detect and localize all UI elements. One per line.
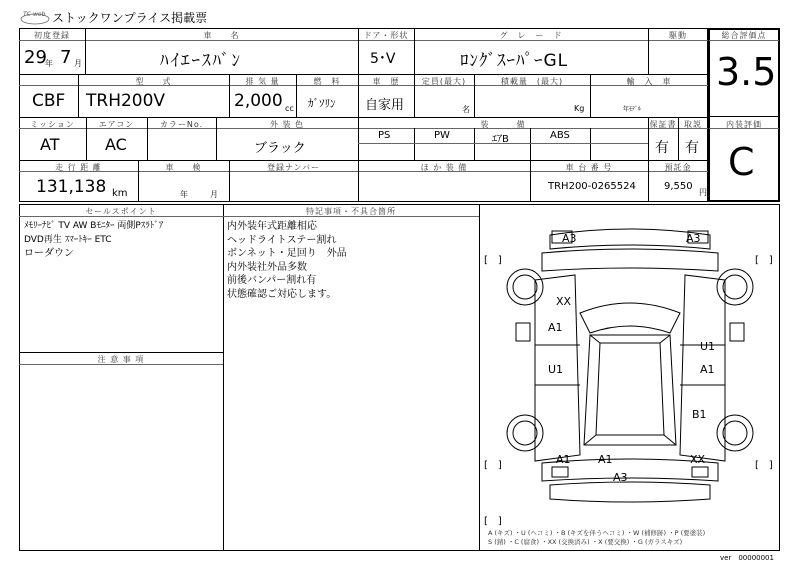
damage-mark: XX — [690, 453, 706, 466]
label-color-no: カラーNo. — [159, 120, 204, 129]
damage-mark: B1 — [692, 408, 707, 421]
inspection-month-unit: 月 — [210, 190, 218, 199]
special-note-line: 内外装年式距離相応 — [227, 221, 317, 232]
label-manual: 取説 — [684, 120, 702, 129]
sales-point-line: ローダウン — [24, 248, 74, 259]
model-code: TRH200V — [86, 91, 166, 111]
label-fuel: 燃 料 — [313, 77, 341, 86]
history: 自家用 — [365, 98, 405, 113]
deposit-unit: 円 — [699, 188, 707, 197]
displacement-unit: cc — [285, 104, 294, 113]
legend-line: A (キズ) ・U (ヘコミ) ・B (キズを伴うヘコミ) ・W (補修跡) ・P (要塗装) — [488, 529, 706, 537]
label-aircon: エアコン — [98, 120, 135, 129]
total-score: 3.5 — [716, 50, 777, 94]
door-form: 5･V — [370, 51, 396, 67]
sales-points-list — [24, 220, 220, 261]
damage-mark: U1 — [700, 340, 716, 353]
damage-mark: A1 — [700, 363, 715, 376]
damage-mark: A3 — [686, 232, 701, 245]
sales-point-line: ﾒﾓﾘｰﾅﾋﾞ TV AW Bﾓﾆﾀｰ 両側Pｽﾗﾄﾞｱ — [24, 221, 164, 231]
label-drive: 駆動 — [669, 31, 687, 40]
equip-ps: PS — [378, 130, 391, 141]
legend-line: S (錆) ・C (腐食) ・XX (交換済み) ・X (要交換) ・G (ガラスキズ) — [488, 538, 683, 546]
chassis-no: TRH200-0265524 — [548, 181, 636, 192]
label-inspection: 車 検 — [165, 163, 202, 172]
special-notes-list — [227, 220, 477, 301]
version-label: ver 00000001 — [720, 554, 774, 562]
damage-mark: A3 — [613, 471, 628, 484]
equip-airbag: ｴｱB — [492, 134, 509, 145]
label-equipment: 装 備 — [480, 120, 526, 129]
label-total-score: 総合評価点 — [721, 31, 767, 40]
damage-mark: A3 — [562, 232, 577, 245]
equip-abs: ABS — [550, 130, 570, 141]
label-other-equipment: ほ か 装 備 — [420, 163, 468, 172]
special-note-line: 内外装社外品多数 — [227, 261, 307, 273]
mission: AT — [40, 135, 60, 154]
diagram-bracket: [ ] — [755, 460, 773, 471]
label-plate: 登録ナンバー — [266, 163, 321, 172]
reg-month: 7 — [60, 47, 72, 68]
label-first-reg: 初度登録 — [34, 31, 70, 40]
damage-mark: XX — [556, 295, 572, 308]
label-mission: ミッション — [30, 120, 75, 129]
label-door-form: ドア・形状 — [363, 31, 409, 40]
special-note-line: 状態確認ご対応します。 — [227, 288, 337, 300]
label-load: 積載量 (最大) — [500, 77, 564, 86]
label-model: 型 式 — [135, 77, 172, 86]
sheet-title: ストックワンプライス掲載票 — [52, 11, 208, 25]
model-prefix: CBF — [32, 91, 66, 111]
label-history: 車 歴 — [372, 77, 400, 86]
label-car-name: 車 名 — [203, 31, 240, 40]
inspection-year-unit: 年 — [180, 190, 188, 199]
label-special-notes: 特記事項・不具合箇所 — [306, 207, 396, 216]
reg-year-unit: 年 — [45, 59, 53, 68]
logo-text: TC-web — [23, 11, 46, 18]
manual-value: 有 — [685, 140, 699, 156]
damage-legend — [488, 529, 705, 547]
aircon: AC — [105, 135, 127, 154]
label-chassis-no: 車 台 番 号 — [565, 163, 613, 172]
fuel: ｶﾞｿﾘﾝ — [308, 97, 336, 110]
car-name: ﾊｲｴｰｽﾊﾞﾝ — [160, 51, 242, 71]
diagram-bracket: [ ] — [484, 460, 502, 471]
import-unit: 年ﾓﾃﾞﾙ — [623, 106, 642, 113]
diagram-bracket: [ ] — [484, 516, 502, 527]
mileage: 131,138 — [36, 177, 107, 197]
label-mileage: 走 行 距 離 — [55, 163, 102, 172]
label-import: 輸 入 車 — [626, 77, 672, 86]
sales-point-line: DVD再生 ｽﾏｰﾄｷｰ ETC — [24, 234, 112, 245]
damage-mark: U1 — [548, 363, 564, 376]
reg-month-unit: 月 — [74, 59, 82, 68]
diagram-bracket: [ ] — [755, 255, 773, 266]
label-grade: グ レ ー ド — [499, 31, 563, 40]
special-note-line: ヘッドライトステー割れ — [227, 234, 337, 246]
diagram-bracket: [ ] — [484, 255, 502, 266]
label-deposit: 預託金 — [664, 163, 692, 172]
label-displacement: 排 気 量 — [245, 77, 280, 86]
vehicle-damage-diagram — [480, 205, 779, 525]
equip-pw: PW — [434, 130, 450, 141]
capacity-unit: 名 — [462, 105, 470, 114]
special-note-line: 前後バンパー割れ有 — [227, 275, 317, 286]
label-capacity: 定員(最大) — [421, 77, 467, 86]
deposit: 9,550 — [664, 181, 693, 192]
damage-mark: A1 — [556, 453, 571, 466]
damage-mark: A1 — [548, 321, 563, 334]
grade: ﾛﾝｸﾞｽｰﾊﾟｰGL — [460, 51, 569, 71]
special-note-line: ボンネット・足回り 外品 — [227, 248, 347, 259]
label-exterior-color: 外 装 色 — [269, 120, 305, 129]
warranty-value: 有 — [655, 140, 669, 156]
damage-mark: A1 — [598, 453, 613, 466]
label-caution: 注 意 事 項 — [97, 355, 145, 364]
label-warranty: 保証書 — [649, 120, 677, 129]
label-interior-score: 内装評価 — [726, 120, 762, 129]
label-sales-points: セールスポイント — [85, 207, 157, 216]
tc-web-logo — [20, 10, 50, 22]
mileage-unit: km — [112, 188, 128, 199]
interior-score: C — [728, 140, 755, 184]
load-unit: Kg — [574, 104, 585, 113]
displacement: 2,000 — [234, 91, 283, 111]
exterior-color: ブラック — [254, 141, 306, 156]
main-form — [19, 28, 708, 202]
reg-year: 29 — [24, 47, 47, 68]
